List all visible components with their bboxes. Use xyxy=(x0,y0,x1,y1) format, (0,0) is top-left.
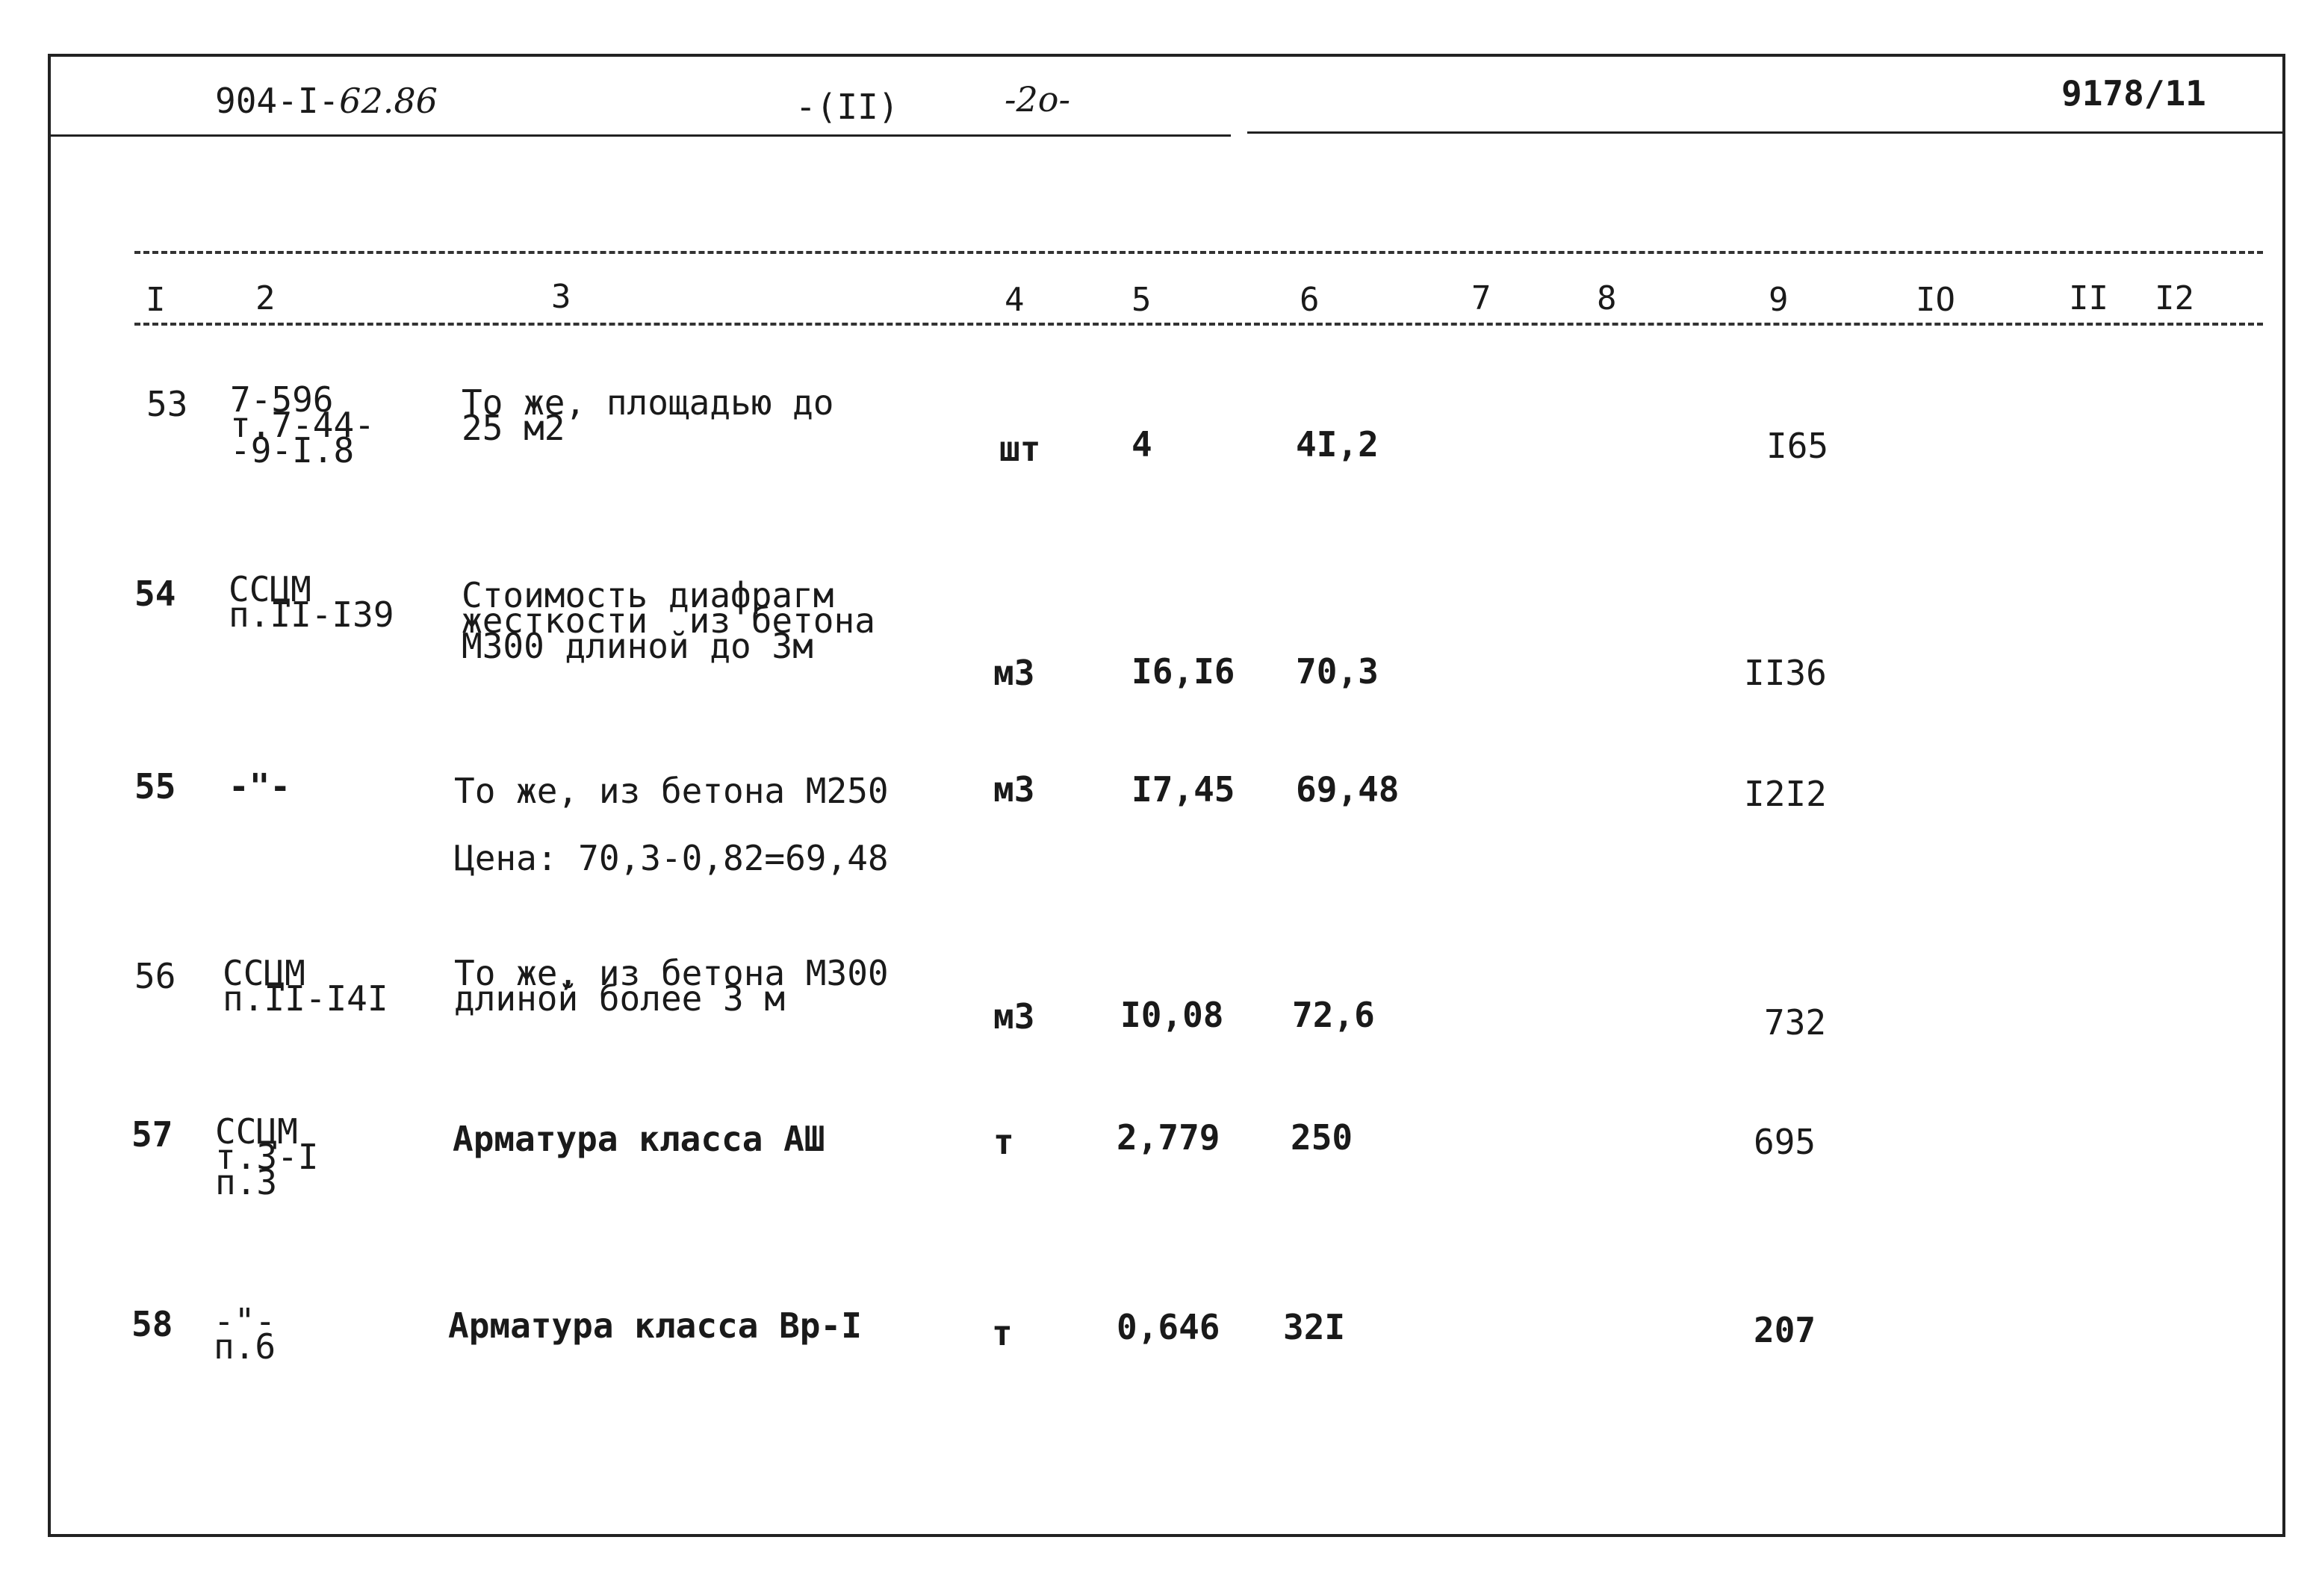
row-desc: То же, из бетона М250 xyxy=(454,771,889,811)
row-code: ССЦМ п.II-I39 xyxy=(229,569,394,635)
row-total: 695 xyxy=(1754,1122,1816,1162)
row-unit: м3 xyxy=(993,996,1035,1037)
row-price-note: Цена: 70,3-0,82=69,48 xyxy=(454,838,889,878)
col-10: IO xyxy=(1916,281,1955,319)
row-code: -"- xyxy=(229,766,291,807)
row-desc: То же, площадью до 25 м2 xyxy=(462,382,834,448)
col-6: 6 xyxy=(1300,281,1320,319)
header-rule-left xyxy=(51,134,1231,137)
doc-code xyxy=(215,81,438,121)
row-qty: 2,779 xyxy=(1117,1117,1220,1158)
row-total: I65 xyxy=(1766,426,1829,466)
row-price: 250 xyxy=(1291,1117,1353,1158)
col-5: 5 xyxy=(1131,281,1152,319)
header-rule-right xyxy=(1247,131,2282,134)
row-total: 207 xyxy=(1754,1310,1816,1350)
column-header-bottom-rule xyxy=(134,323,2263,326)
col-1: I xyxy=(146,281,166,319)
row-price: 4I,2 xyxy=(1296,424,1379,465)
row-qty: 4 xyxy=(1131,424,1152,465)
col-9: 9 xyxy=(1769,281,1789,319)
row-price: 32I xyxy=(1283,1307,1346,1347)
col-7: 7 xyxy=(1471,279,1491,317)
row-num: 54 xyxy=(134,574,176,614)
part-number: -(II) xyxy=(795,87,899,127)
row-qty: I6,I6 xyxy=(1131,651,1235,692)
row-num: 58 xyxy=(131,1304,173,1344)
row-code: 7-596 т.7-44- -9-I.8 xyxy=(230,379,375,471)
row-price: 72,6 xyxy=(1292,995,1375,1035)
row-num: 57 xyxy=(131,1114,173,1155)
row-qty: 0,646 xyxy=(1117,1307,1220,1347)
row-unit: м3 xyxy=(993,653,1035,693)
col-2: 2 xyxy=(255,279,276,317)
row-unit: т xyxy=(993,1122,1014,1162)
row-unit: шт xyxy=(999,429,1041,469)
column-header-top-rule xyxy=(134,251,2263,254)
row-qty: I7,45 xyxy=(1131,769,1235,810)
row-price: 70,3 xyxy=(1296,651,1379,692)
row-code: ССЦМ п.II-I4I xyxy=(223,953,388,1019)
doc-code-handwritten: 62.86 xyxy=(339,81,438,121)
row-desc: Стоимость диафрагм жесткости из бетона М300 длиной до 3м xyxy=(462,575,875,666)
col-8: 8 xyxy=(1597,279,1617,317)
doc-code-typed: 904-I- xyxy=(215,81,340,121)
row-desc: Арматура класса АШ xyxy=(453,1119,825,1159)
page-number: -2o- xyxy=(1005,79,1071,119)
row-total: I2I2 xyxy=(1744,774,1827,814)
row-desc: То же, из бетона М300 длиной более 3 м xyxy=(454,953,889,1019)
row-unit: м3 xyxy=(993,769,1035,810)
col-3: 3 xyxy=(551,278,571,316)
col-4: 4 xyxy=(1005,281,1025,319)
sheet-number: 9178/11 xyxy=(2061,73,2206,114)
row-desc: Арматура класса Вр-I xyxy=(448,1305,862,1346)
row-total: II36 xyxy=(1744,653,1827,693)
row-code: ССЦМ т.3-I п.3 xyxy=(215,1111,319,1202)
row-num: 53 xyxy=(146,384,188,424)
col-11: II xyxy=(2069,279,2108,317)
row-code: -"- п.6 xyxy=(214,1301,276,1367)
row-qty: I0,08 xyxy=(1120,995,1224,1035)
row-num: 55 xyxy=(134,766,176,807)
row-num: 56 xyxy=(134,956,176,996)
row-price: 69,48 xyxy=(1296,769,1400,810)
col-12: I2 xyxy=(2155,279,2194,317)
row-total: 732 xyxy=(1764,1002,1827,1043)
row-unit: т xyxy=(992,1313,1013,1353)
